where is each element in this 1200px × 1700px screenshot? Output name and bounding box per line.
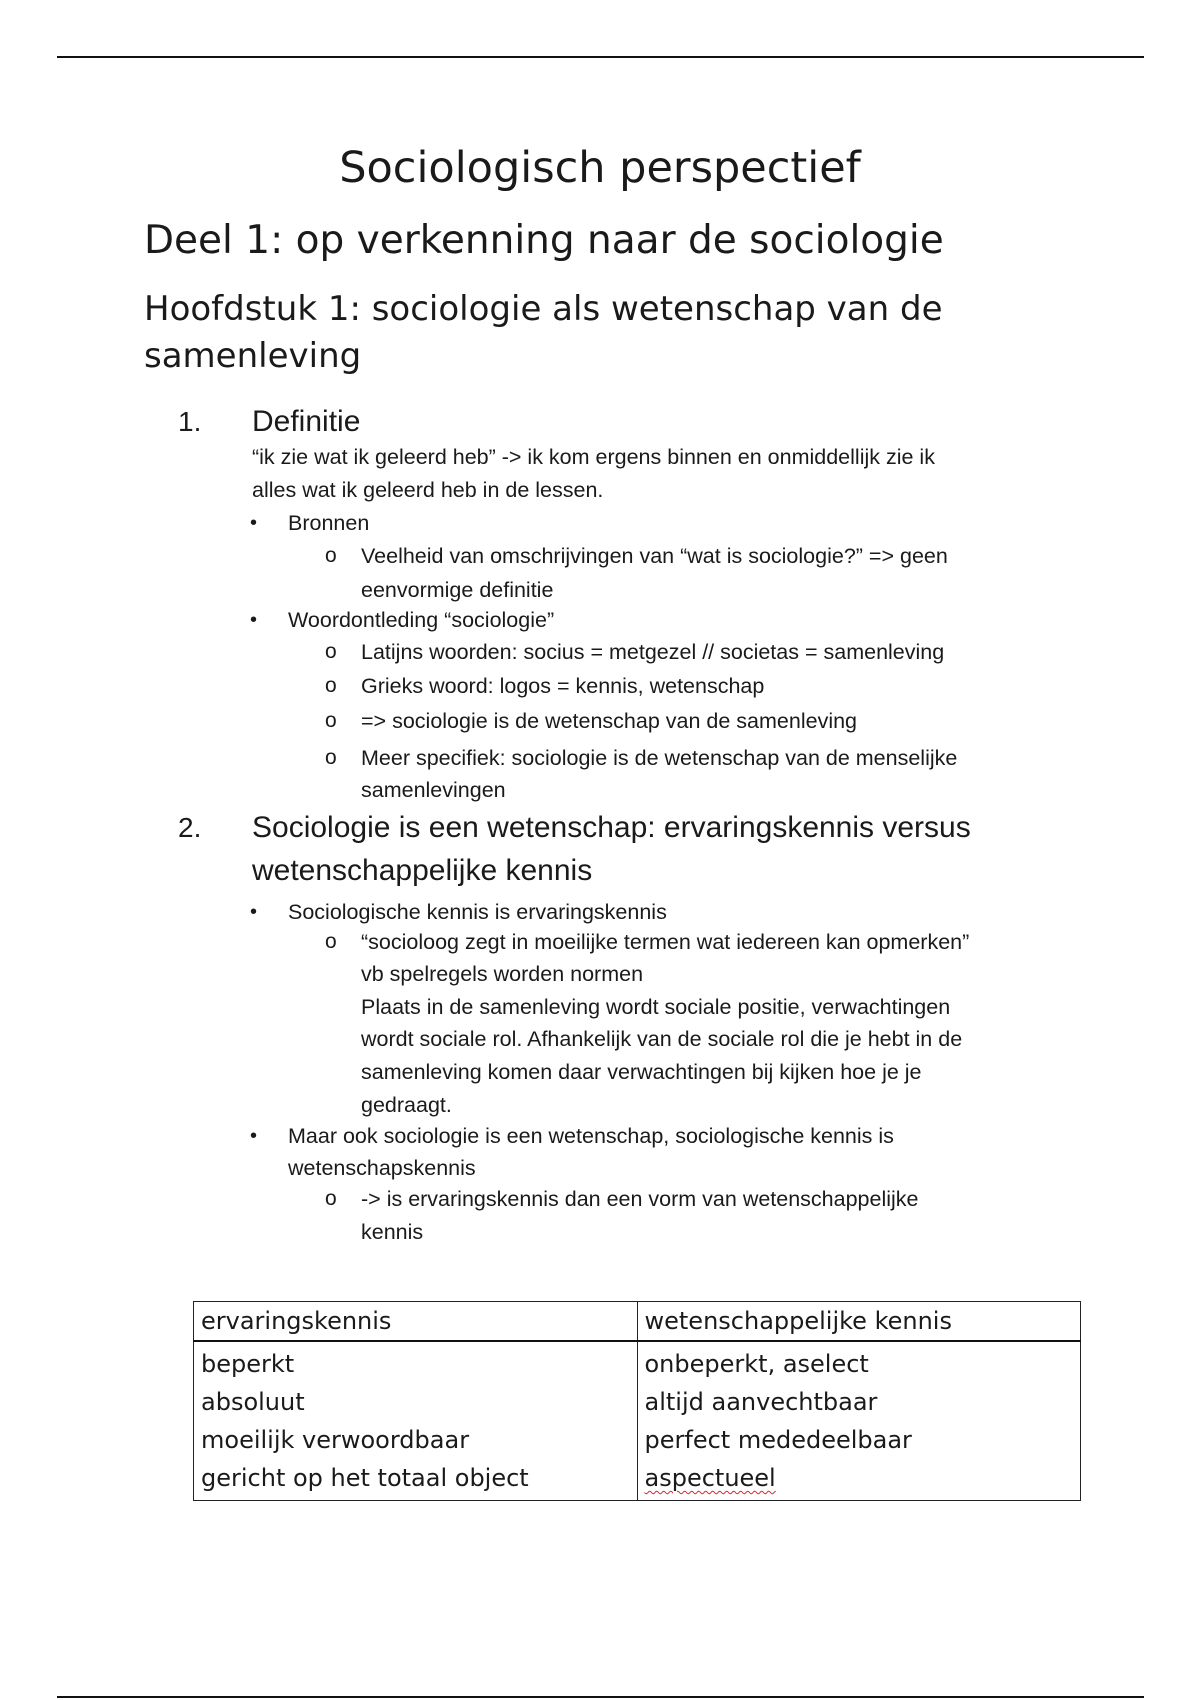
cell-line: beperkt xyxy=(201,1350,295,1378)
bullet-item: Sociologische kennis is ervaringskennis xyxy=(288,900,667,924)
table-cell-ervaringskennis xyxy=(194,1341,638,1501)
sub-bullet-item: Plaats in de samenleving wordt sociale positie, verwachtingen xyxy=(361,995,951,1019)
cell-line: moeilijk verwoordbaar xyxy=(201,1426,470,1454)
column-header: ervaringskennis xyxy=(194,1302,638,1342)
section-heading: Definitie xyxy=(252,405,361,438)
chapter-title: Hoofdstuk 1: sociologie als wetenschap van de samenleving xyxy=(144,289,943,376)
bullet-marker: • xyxy=(250,1125,258,1147)
sub-bullet-item: samenleving komen daar verwachtingen bij kijken hoe je je xyxy=(361,1060,922,1084)
bullet-item: Woordontleding “sociologie” xyxy=(288,608,555,632)
bullet-marker: • xyxy=(250,512,258,534)
bullet-item: wetenschapskennis xyxy=(288,1156,476,1180)
sub-bullet-marker: o xyxy=(325,544,337,567)
cell-line: altijd aanvechtbaar xyxy=(644,1388,878,1416)
footer-rule xyxy=(57,1696,1144,1698)
bullet-marker: • xyxy=(250,901,258,923)
sub-bullet-marker: o xyxy=(325,640,337,663)
sub-bullet-item: -> is ervaringskennis dan een vorm van wetenschappelijke xyxy=(361,1187,919,1211)
bullet-item: Bronnen xyxy=(288,511,370,535)
sub-bullet-item: gedraagt. xyxy=(361,1093,452,1117)
table-cell-wetenschappelijk xyxy=(637,1341,1081,1501)
sub-bullet-marker: o xyxy=(325,674,337,697)
cell-line: gericht op het totaal object xyxy=(201,1464,529,1492)
sub-bullet-item: “socioloog zegt in moeilijke termen wat iedereen kan opmerken” xyxy=(361,930,970,954)
section-heading-cont: wetenschappelijke kennis xyxy=(252,854,593,887)
cell-line: onbeperkt, aselect xyxy=(644,1350,869,1378)
bullet-item: Maar ook sociologie is een wetenschap, sociologische kennis is xyxy=(288,1124,894,1148)
cell-line: perfect mededeelbaar xyxy=(644,1426,912,1454)
sub-bullet-item: kennis xyxy=(361,1220,424,1244)
sub-bullet-item: => sociologie is de wetenschap van de samenleving xyxy=(361,709,858,733)
sub-bullet-marker: o xyxy=(325,746,337,769)
sub-bullet-marker: o xyxy=(325,930,337,953)
document-title: Sociologisch perspectief xyxy=(339,143,861,193)
sub-bullet-item: Grieks woord: logos = kennis, wetenschap xyxy=(361,674,765,698)
header-rule xyxy=(57,56,1144,58)
cell-line: absoluut xyxy=(201,1388,305,1416)
table-header-row xyxy=(194,1302,1081,1342)
sub-bullet-item: eenvormige definitie xyxy=(361,578,554,602)
section-heading: Sociologie is een wetenschap: ervaringskennis versus xyxy=(252,811,971,844)
sub-bullet-item: vb spelregels worden normen xyxy=(361,962,644,986)
intro-line: “ik zie wat ik geleerd heb” -> ik kom ergens binnen en onmiddellijk zie ik xyxy=(252,445,935,469)
sub-bullet-item: wordt sociale rol. Afhankelijk van de sociale rol die je hebt in de xyxy=(361,1027,963,1051)
column-header: wetenschappelijke kennis xyxy=(637,1302,1081,1342)
section-number: 2. xyxy=(178,812,202,843)
sub-bullet-item: Veelheid van omschrijvingen van “wat is sociologie?” => geen xyxy=(361,544,948,568)
bullet-marker: • xyxy=(250,609,258,631)
sub-bullet-item: Latijns woorden: socius = metgezel // societas = samenleving xyxy=(361,640,945,664)
part-title: Deel 1: op verkenning naar de sociologie xyxy=(144,218,944,263)
intro-line: alles wat ik geleerd heb in de lessen. xyxy=(252,478,604,502)
cell-line: aspectueel xyxy=(644,1464,776,1492)
table-row xyxy=(194,1341,1081,1501)
sub-bullet-marker: o xyxy=(325,709,337,732)
section-number: 1. xyxy=(178,406,202,437)
comparison-table xyxy=(193,1301,1081,1501)
sub-bullet-item: samenlevingen xyxy=(361,778,506,802)
sub-bullet-item: Meer specifiek: sociologie is de wetenschap van de menselijke xyxy=(361,746,958,770)
sub-bullet-marker: o xyxy=(325,1187,337,1210)
